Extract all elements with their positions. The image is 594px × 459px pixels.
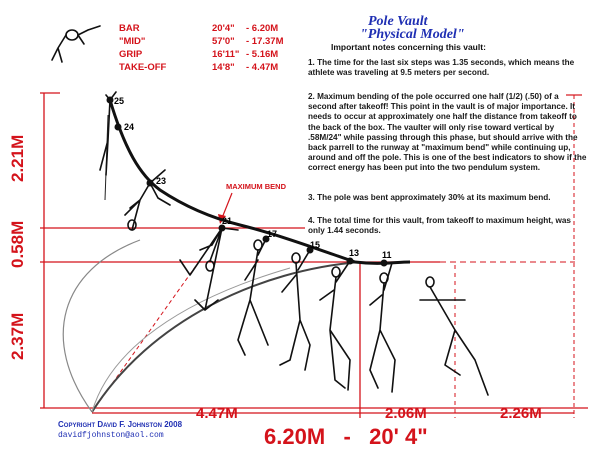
- stat-imperial-bar: 20'4": [212, 23, 235, 34]
- frame-number-15: 15: [310, 240, 321, 250]
- pole-arc-mid: [92, 268, 290, 412]
- stat-label-grip: GRIP: [119, 49, 143, 60]
- note-1: 1. The time for the last six steps was 1.35 seconds, which means the athlete was traveling at 9.5 meters per second.: [308, 58, 575, 78]
- stat-metric-mid: - 17.37M: [246, 36, 284, 47]
- height-label-upper: 2.21M: [8, 134, 27, 182]
- stat-metric-takeoff: - 4.47M: [246, 62, 279, 73]
- total-height-label: 6.20M - 20' 4": [264, 424, 428, 449]
- email-link[interactable]: davidfjohnston@aol.com: [58, 431, 164, 440]
- stat-imperial-mid: 57'0": [212, 36, 235, 47]
- distance-label-box: 2.06M: [385, 405, 427, 422]
- stick-figure-11: [370, 263, 395, 392]
- distance-label-takeoff: 4.47M: [196, 405, 238, 422]
- frame-number-13: 13: [349, 248, 360, 258]
- note-2: 2. Maximum bending of the pole occurred one half (1/2) (.50) of a second after takeoff! This point in the vault is of major importance. It needs to occur at approximately one half the distance from takeoff to the back of the box. The vaulter will only rise toward vertical by .58M/24" while passing through this phase, but should arrive with the back parrell to the runway at "maximum bend" while continuing up, around and off the pole. This is one of the best indicators to show if the correct energy has been put into the two pendulum system.: [308, 92, 587, 173]
- page-title: Pole Vault: [368, 14, 428, 29]
- pole-arc-inner: [92, 262, 360, 412]
- stick-figure-17: [238, 239, 268, 355]
- stat-label-takeoff: TAKE-OFF: [119, 62, 167, 73]
- frame-number-17: 17: [267, 229, 278, 239]
- stat-metric-bar: - 6.20M: [246, 23, 279, 34]
- frame-number-25: 25: [114, 96, 125, 106]
- max-bend-label: MAXIMUM BEND: [226, 182, 286, 191]
- pole-arc-outer: [63, 240, 140, 412]
- page-subtitle: "Physical Model": [360, 27, 465, 42]
- note-4: 4. The total time for this vault, from takeoff to maximum height, was only 1.44 seconds.: [308, 216, 571, 236]
- stat-metric-grip: - 5.16M: [246, 49, 279, 60]
- copyright-text: Copyright David F. Johnston 2008: [58, 420, 183, 429]
- height-label-lower: 2.37M: [8, 312, 27, 360]
- distance-label-bar: 2.26M: [500, 405, 542, 422]
- stick-figure-15: [280, 250, 310, 370]
- stat-label-mid: "MID": [119, 36, 146, 47]
- frame-number-21: 21: [222, 216, 233, 226]
- stick-figure-run: [420, 277, 488, 395]
- max-bend-arrow: [222, 193, 232, 218]
- stick-figure-top: [52, 26, 100, 62]
- note-3: 3. The pole was bent approximately 30% at its maximum bend.: [308, 193, 551, 202]
- frame-number-24: 24: [124, 122, 135, 132]
- stick-figures: [52, 26, 488, 395]
- stick-figure-13: [320, 261, 350, 390]
- stat-label-bar: BAR: [119, 23, 140, 34]
- frame-dot-11: [381, 260, 388, 267]
- frame-dot-24: [115, 124, 122, 131]
- height-label-middle: 0.58M: [8, 220, 27, 268]
- stat-imperial-grip: 16'11": [212, 49, 240, 60]
- stat-imperial-takeoff: 14'8": [212, 62, 235, 73]
- notes-heading: Important notes concerning this vault:: [331, 42, 486, 52]
- frame-number-11: 11: [382, 250, 392, 260]
- frame-number-23: 23: [156, 176, 167, 186]
